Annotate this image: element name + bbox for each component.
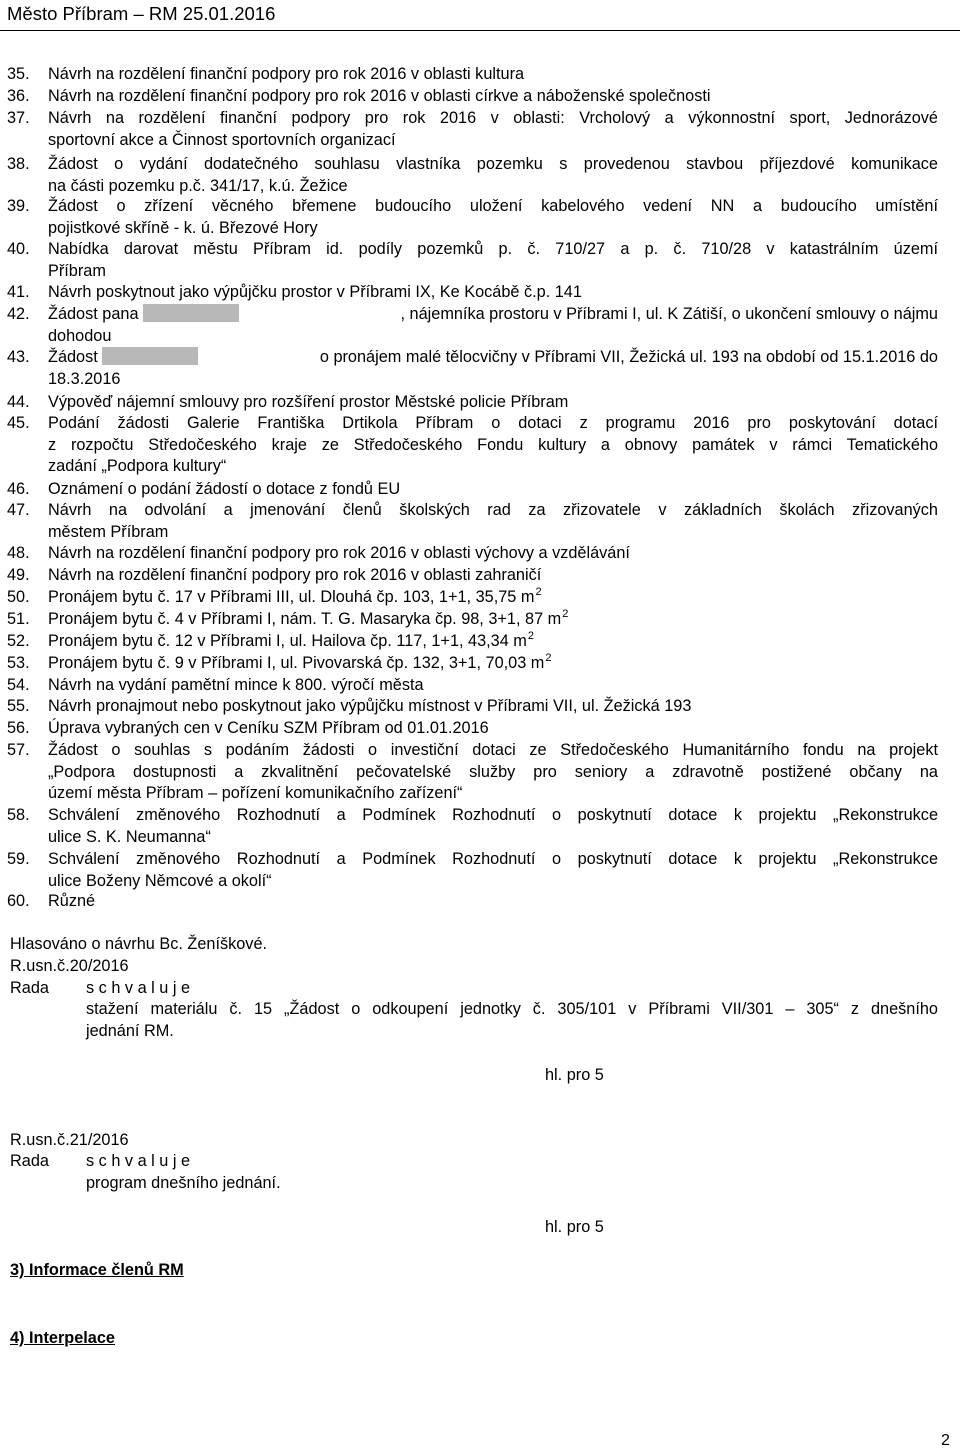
agenda-item-line: Výpověď nájemní smlouvy pro rozšíření prostor Městské policie Příbram — [48, 393, 569, 411]
agenda-item-number: 60. — [7, 892, 30, 910]
agenda-item-number: 57. — [7, 741, 30, 759]
agenda-item-line: Pronájem bytu č. 9 v Příbrami I, ul. Pivovarská čp. 132, 3+1, 70,03 m — [48, 654, 545, 672]
agenda-item-line: Žádost o zřízení věcného břemene budoucího uložení kabelového vedení NN a budoucího umístění — [48, 197, 938, 215]
agenda-item-text — [48, 130, 396, 150]
header-title: Město Příbram – RM 25.01.2016 — [7, 3, 276, 24]
agenda-item-number: 41. — [7, 283, 30, 301]
agenda-item-number: 45. — [7, 414, 30, 432]
agenda-item-text — [48, 587, 542, 607]
agenda-item-number: 46. — [7, 480, 30, 498]
agenda-item-text-part: o pronájem malé tělocvičny v Příbrami VII, Žežická ul. 193 na období od 15.1.2016 do — [319, 348, 938, 366]
agenda-item-text — [48, 456, 226, 476]
agenda-item-text — [48, 543, 630, 563]
agenda-item-line: Návrh na vydání pamětní mince k 800. výročí města — [48, 676, 424, 694]
agenda-item-text — [48, 413, 938, 433]
resolution-verb: s c h v a l u j e — [86, 979, 191, 997]
agenda-item-number: 37. — [7, 109, 30, 127]
agenda-item-text — [48, 86, 711, 106]
agenda-item-text — [48, 762, 938, 782]
agenda-item-text — [48, 696, 691, 716]
resolution-text-line: stažení materiálu č. 15 „Žádost o odkoupení jednotky č. 305/101 v Příbrami VII/301 – 305“ z dnešního — [86, 1000, 938, 1018]
agenda-item-line: Návrh na rozdělení finanční podpory pro rok 2016 v oblasti kultura — [48, 65, 525, 83]
agenda-item-text — [48, 369, 120, 389]
resolution-body: Rada — [10, 979, 49, 997]
agenda-item-line: Schválení změnového Rozhodnutí a Podmínek Rozhodnutí o poskytnutí dotace k projektu „Rekonstrukce — [48, 850, 938, 868]
agenda-item-text — [48, 871, 272, 891]
agenda-item-line: sportovní akce a Činnost sportovních organizací — [48, 130, 396, 149]
agenda-item-text — [48, 261, 106, 281]
agenda-item-text — [48, 565, 541, 585]
agenda-item-line: z rozpočtu Středočeského kraje ze Středočeského Fondu kultury a obnovy památek v rámci Tematického — [48, 435, 938, 454]
resolution-number: R.usn.č.20/2016 — [10, 957, 129, 975]
page-header — [0, 0, 960, 31]
agenda-item-line: Žádost o vydání dodatečného souhlasu vlastníka pozemku s provedenou stavbou příjezdové komunikace — [48, 155, 938, 173]
agenda-item-line: Žádost o souhlas s podáním žádosti o investiční dotaci ze Středočeského Humanitárního fondu na projekt — [48, 741, 938, 759]
agenda-item-text — [48, 154, 938, 174]
agenda-item-line: Oznámení o podání žádostí o dotace z fondů EU — [48, 480, 401, 498]
agenda-item-line: Příbram — [48, 261, 106, 280]
superscript: 2 — [545, 652, 552, 664]
agenda-item-line: ulice Boženy Němcové a okolí“ — [48, 871, 272, 890]
resolution-number: R.usn.č.21/2016 — [10, 1131, 129, 1149]
agenda-item-text — [48, 479, 400, 499]
agenda-item-text — [48, 108, 938, 128]
agenda-item-text — [48, 827, 211, 847]
agenda-item-number: 38. — [7, 155, 30, 173]
agenda-item-line: „Podpora dostupnosti a zkvalitnění pečovatelské služby pro seniory a zdravotně postižené občany na — [48, 762, 938, 781]
agenda-item-text — [48, 805, 938, 825]
vote-result: hl. pro 5 — [545, 1066, 604, 1084]
agenda-item-line: Schválení změnového Rozhodnutí a Podmínek Rozhodnutí o poskytnutí dotace k projektu „Rekonstrukce — [48, 806, 938, 824]
agenda-item-line: zadání „Podpora kultury“ — [48, 457, 227, 476]
agenda-item-line: Různé — [48, 892, 96, 910]
agenda-item-text — [48, 326, 111, 346]
agenda-item-text — [48, 64, 524, 84]
agenda-item-line: Podání žádosti Galerie Františka Drtikola Příbram o dotaci z programu 2016 pro poskytování dotací — [48, 414, 938, 432]
agenda-item-line: Návrh na rozdělení finanční podpory pro rok 2016 v oblasti církve a náboženské společnosti — [48, 87, 711, 105]
agenda-item-number: 51. — [7, 610, 30, 628]
agenda-item-text — [48, 500, 938, 520]
superscript: 2 — [527, 630, 534, 642]
agenda-item-text — [48, 282, 582, 302]
agenda-item-text — [48, 891, 95, 911]
superscript: 2 — [535, 586, 542, 598]
agenda-item-number: 42. — [7, 305, 30, 323]
agenda-item-number: 52. — [7, 632, 30, 650]
agenda-item-text — [48, 176, 348, 196]
agenda-item-text-part: Žádost pana — [48, 305, 139, 323]
agenda-item-line: ulice S. K. Neumanna“ — [48, 827, 211, 846]
agenda-item-number: 43. — [7, 348, 30, 366]
agenda-item-number: 39. — [7, 197, 30, 215]
agenda-item-text — [48, 783, 462, 803]
agenda-item-line: pojistkové skříně - k. ú. Březové Hory — [48, 218, 318, 237]
agenda-item-line: dohodou — [48, 326, 112, 345]
agenda-item-number: 35. — [7, 65, 30, 83]
agenda-item-text-part: Žádost — [48, 348, 98, 366]
resolution-text-line: jednání RM. — [86, 1022, 174, 1040]
agenda-item-number: 36. — [7, 87, 30, 105]
agenda-item-line: Pronájem bytu č. 4 v Příbrami I, nám. T. G. Masaryka čp. 98, 3+1, 87 m — [48, 610, 562, 628]
agenda-item-text — [48, 196, 938, 216]
agenda-item-number: 47. — [7, 501, 30, 519]
agenda-item-line: Nabídka darovat městu Příbram id. podíly pozemků p. č. 710/27 a p. č. 710/28 v katastrálním území — [48, 240, 938, 258]
section-heading: 4) Interpelace — [10, 1329, 115, 1347]
agenda-item-line: Návrh na rozdělení finanční podpory pro rok 2016 v oblasti: Vrcholový a výkonnostní sport, Jednorázové — [48, 109, 938, 127]
resolution-verb: s c h v a l u j e — [86, 1152, 191, 1170]
resolution-body: Rada — [10, 1152, 49, 1170]
agenda-item-text — [48, 435, 938, 455]
agenda-item-line: Návrh pronajmout nebo poskytnout jako výpůjčku místnost v Příbrami VII, ul. Žežická 193 — [48, 697, 692, 715]
vote-result: hl. pro 5 — [545, 1218, 604, 1236]
section-heading: 3) Informace členů RM — [10, 1261, 184, 1279]
agenda-item-number: 49. — [7, 566, 30, 584]
agenda-item-text — [48, 347, 938, 367]
agenda-item-text — [48, 718, 489, 738]
redacted-name-block — [102, 347, 198, 365]
agenda-item-text — [48, 218, 318, 238]
agenda-item-number: 50. — [7, 588, 30, 606]
agenda-item-text — [48, 304, 938, 324]
agenda-item-line: Návrh poskytnout jako výpůjčku prostor v Příbrami IX, Ke Kocábě č.p. 141 — [48, 283, 582, 301]
agenda-item-text — [48, 239, 938, 259]
agenda-item-text — [48, 675, 424, 695]
agenda-item-number: 40. — [7, 240, 30, 258]
agenda-item-number: 55. — [7, 697, 30, 715]
agenda-item-line: Pronájem bytu č. 12 v Příbrami I, ul. Hailova čp. 117, 1+1, 43,34 m — [48, 632, 527, 650]
agenda-item-line: Pronájem bytu č. 17 v Příbrami III, ul. Dlouhá čp. 103, 1+1, 35,75 m — [48, 588, 535, 606]
agenda-item-text — [48, 631, 534, 651]
agenda-item-text — [48, 609, 568, 629]
agenda-item-line: 18.3.2016 — [48, 369, 121, 388]
agenda-item-number: 54. — [7, 676, 30, 694]
agenda-item-line: území města Příbram – pořízení komunikačního zařízení“ — [48, 784, 463, 803]
agenda-item-number: 58. — [7, 806, 30, 824]
vote-intro: Hlasováno o návrhu Bc. Ženíškové. — [10, 935, 268, 953]
page-number: 2 — [941, 1432, 950, 1449]
agenda-item-line: na části pozemku p.č. 341/17, k.ú. Žežice — [48, 176, 348, 195]
agenda-item-number: 44. — [7, 393, 30, 411]
agenda-item-number: 48. — [7, 544, 30, 562]
resolution-text-line: program dnešního jednání. — [86, 1174, 281, 1192]
redacted-name-block — [143, 304, 239, 322]
agenda-item-number: 59. — [7, 850, 30, 868]
agenda-item-number: 56. — [7, 719, 30, 737]
agenda-item-line: Úprava vybraných cen v Ceníku SZM Příbram od 01.01.2016 — [48, 719, 489, 737]
agenda-item-text — [48, 392, 568, 412]
agenda-item-line: Návrh na rozdělení finanční podpory pro rok 2016 v oblasti výchovy a vzdělávání — [48, 544, 630, 562]
agenda-item-line: městem Příbram — [48, 522, 169, 541]
agenda-item-text — [48, 653, 551, 673]
agenda-item-number: 53. — [7, 654, 30, 672]
agenda-item-text-part: , nájemníka prostoru v Příbrami I, ul. K Zátiší, o ukončení smlouvy o nájmu — [400, 305, 938, 323]
agenda-item-text — [48, 522, 168, 542]
agenda-item-text — [48, 849, 938, 869]
agenda-item-line: Návrh na rozdělení finanční podpory pro rok 2016 v oblasti zahraničí — [48, 566, 542, 584]
agenda-item-text — [48, 740, 938, 760]
agenda-item-line: Návrh na odvolání a jmenování členů školských rad za zřizovatele v základních školách zřizovaných — [48, 501, 938, 519]
superscript: 2 — [562, 608, 569, 620]
